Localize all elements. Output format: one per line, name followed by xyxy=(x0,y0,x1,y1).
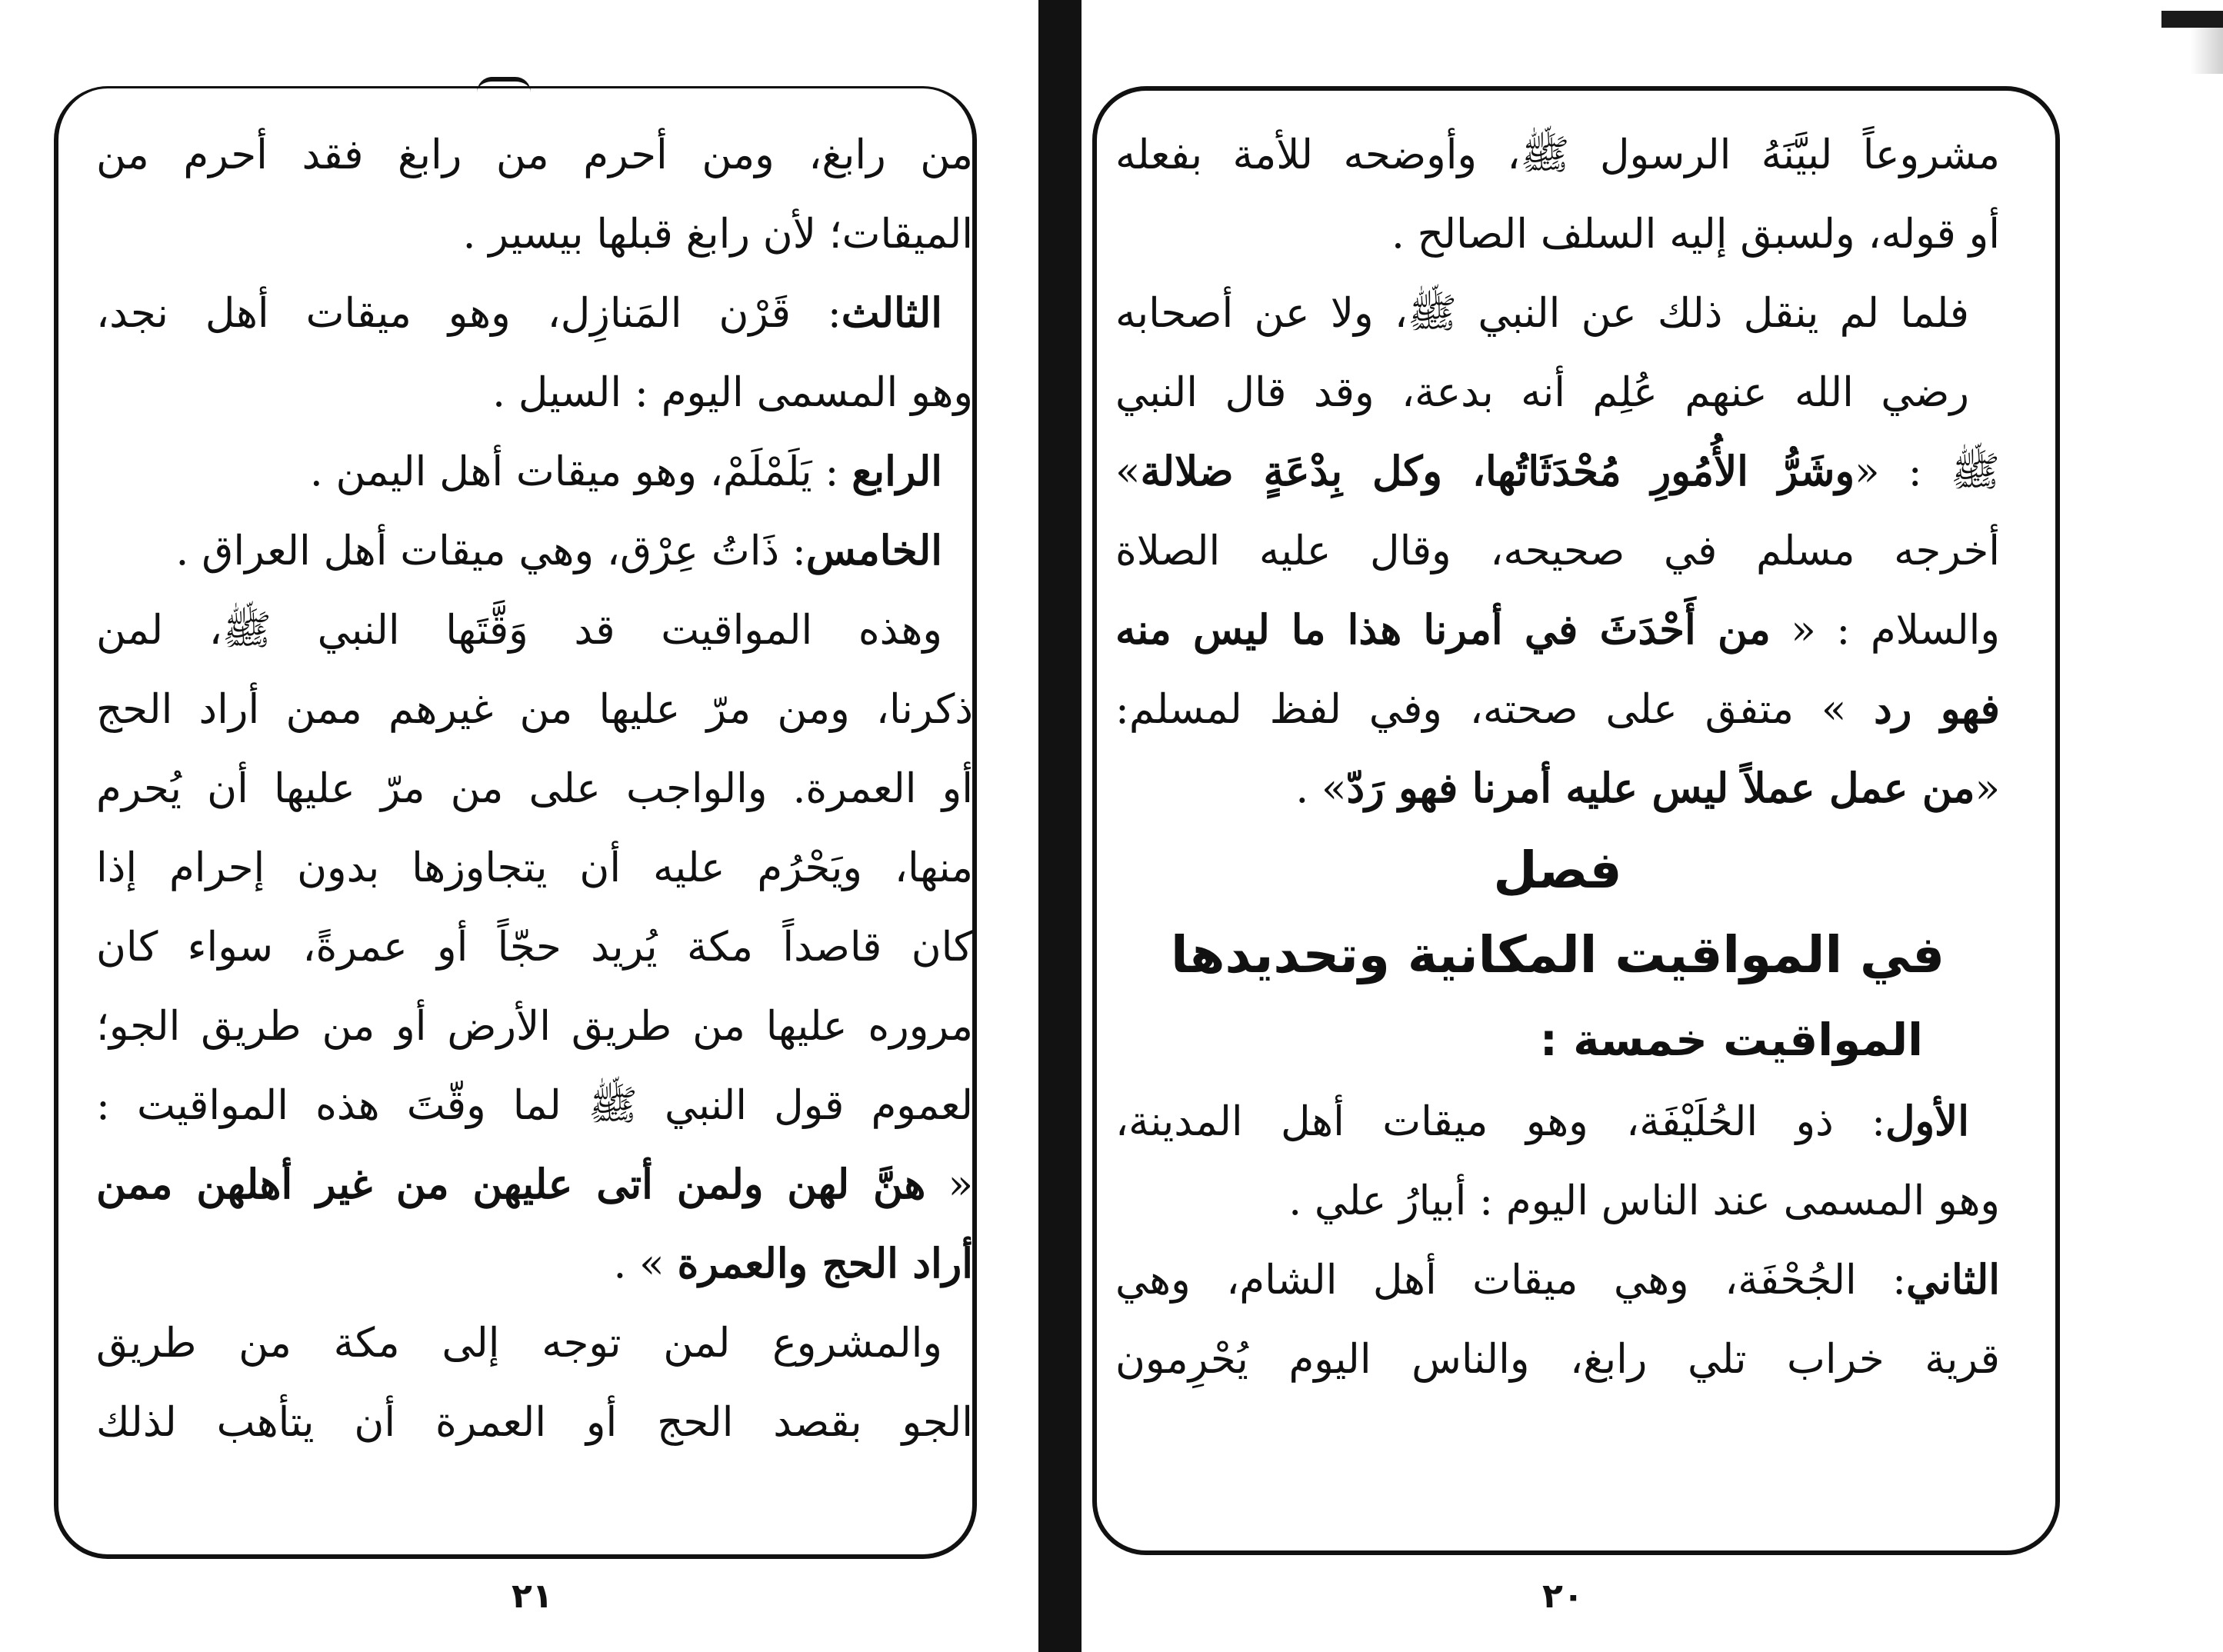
body-text: وهو المسمى عند الناس اليوم : أبيارُ علي . xyxy=(1288,1177,2000,1224)
body-text: » . xyxy=(613,1241,678,1287)
text-line xyxy=(96,1383,973,1462)
text-line xyxy=(96,1066,973,1145)
body-text: قرية خراب تلي رابغ، والناس اليوم يُحْرِمون xyxy=(1115,1336,2000,1383)
body-text: أو العمرة. والواجب على من مرّ عليها أن يُحرم xyxy=(96,765,973,812)
body-text: : يَلَمْلَمْ، وهو ميقات أهل اليمن . xyxy=(309,448,852,495)
text-line xyxy=(96,1145,973,1224)
bold-text: الثالث xyxy=(841,289,942,337)
body-text: مشروعاً لبيَّنَهُ الرسول ﷺ، وأوضحه للأمة بفعله xyxy=(1115,132,2000,178)
body-text: ﷺ : « xyxy=(1855,448,2000,495)
book-spine-shadow xyxy=(1038,0,1082,1652)
bold-text: وشَرُّ الأُمُورِ مُحْدَثَاتُها، وكل بِدْعَةٍ ضلالة xyxy=(1140,448,1855,495)
bold-text: من أَحْدَثَ في أمرنا هذا ما ليس منه xyxy=(1115,606,1771,654)
right-page-number: ٢٠ xyxy=(1542,1577,1584,1616)
bold-text: من عمل عملاً ليس عليه أمرنا فهو رَدّ xyxy=(1346,764,1975,812)
body-text: لعموم قول النبي ﷺ لما وقّتَ هذه المواقيت : xyxy=(96,1082,973,1129)
right-page-paragraphs-bottom xyxy=(1115,1082,2000,1399)
text-line xyxy=(1115,749,2000,828)
body-text: أو قوله، ولسبق إليه السلف الصالح . xyxy=(1391,211,2000,258)
body-text: » xyxy=(1115,448,1141,495)
text-line xyxy=(96,908,973,987)
text-line xyxy=(1115,1161,2000,1241)
body-text: والمشروع لمن توجه إلى مكة من طريق xyxy=(96,1320,942,1367)
page-edge-shadow xyxy=(2191,28,2223,74)
text-line xyxy=(1115,432,2000,511)
body-text: : الجُحْفَة، وهي ميقات أهل الشام، وهي xyxy=(1115,1257,1907,1304)
text-line xyxy=(1115,274,2000,353)
body-text: والسلام : « xyxy=(1770,607,2000,654)
body-text: مروره عليها من طريق الأرض أو من طريق الجو؛ xyxy=(96,1003,973,1050)
bold-text: أراد الحج والعمرة xyxy=(677,1240,973,1287)
section-heading: فصل xyxy=(1493,841,1622,900)
text-line xyxy=(1115,115,2000,195)
text-line xyxy=(1115,591,2000,670)
body-text: ذكرنا، ومن مرّ عليها من غيرهم ممن أراد الحج xyxy=(96,686,973,733)
left-page-number: ٢١ xyxy=(512,1577,553,1616)
text-line xyxy=(96,591,973,670)
left-page-text xyxy=(96,115,973,1462)
body-text: منها، ويَحْرُم عليه أن يتجاوزها بدون إحرام إذا xyxy=(96,844,973,891)
body-text: » . xyxy=(1295,765,1347,812)
bold-text: الثاني xyxy=(1906,1256,2000,1304)
body-text: وهو المسمى اليوم : السيل . xyxy=(492,369,973,416)
body-text: : ذو الحُلَيْفَة، وهو ميقات أهل المدينة، xyxy=(1115,1098,1885,1145)
body-text: « xyxy=(925,1161,973,1208)
right-page-paragraphs-top xyxy=(1115,115,2000,828)
right-page-text xyxy=(1115,115,2000,1399)
text-line xyxy=(96,432,973,511)
text-line xyxy=(1115,1320,2000,1399)
subsection-heading: المواقيت خمسة : xyxy=(1539,1014,1923,1066)
text-line xyxy=(96,195,973,274)
text-line xyxy=(1115,353,2000,432)
text-line xyxy=(1115,670,2000,749)
body-text: الجو بقصد الحج أو العمرة أن يتأهب لذلك xyxy=(96,1399,973,1446)
bold-text: الخامس xyxy=(805,527,942,575)
text-line xyxy=(96,115,973,195)
text-line xyxy=(1115,511,2000,591)
body-text: : قَرْن المَنازِل، وهو ميقات أهل نجد، xyxy=(96,290,842,337)
text-line xyxy=(96,828,973,908)
text-line xyxy=(96,670,973,749)
section-subtitle: في المواقيت المكانية وتحديدها xyxy=(1170,925,1945,984)
text-line xyxy=(1115,1241,2000,1320)
bold-text: الرابع xyxy=(852,448,942,495)
bold-text: الأول xyxy=(1885,1097,1969,1145)
body-text: الميقات؛ لأن رابغ قبلها بيسير . xyxy=(462,211,973,258)
text-line xyxy=(96,749,973,828)
bold-text: فهو رد xyxy=(1874,685,2000,733)
body-text: فلما لم ينقل ذلك عن النبي ﷺ، ولا عن أصحابه xyxy=(1115,290,1969,337)
body-text: » متفق على صحته، وفي لفظ لمسلم: xyxy=(1115,686,1875,733)
body-text: من رابغ، ومن أحرم من رابغ فقد أحرم من xyxy=(96,132,973,178)
text-line xyxy=(1115,1082,2000,1161)
body-text: كان قاصداً مكة يُريد حجّاً أو عمرةً، سواء كان xyxy=(96,924,973,971)
body-text: « xyxy=(1975,765,2000,812)
body-text: رضي الله عنهم عُلِم أنه بدعة، وقد قال النبي xyxy=(1115,369,1969,416)
text-line xyxy=(96,274,973,353)
text-line xyxy=(1115,195,2000,274)
text-line xyxy=(96,353,973,432)
left-page-border-ridge xyxy=(477,77,531,92)
page-edge-mark xyxy=(2161,11,2223,28)
text-line xyxy=(96,987,973,1066)
text-line xyxy=(96,511,973,591)
body-text: وهذه المواقيت قد وَقَّتَها النبي ﷺ، لمن xyxy=(96,607,942,654)
text-line xyxy=(96,1224,973,1304)
body-text: : ذَاتُ عِرْق، وهي ميقات أهل العراق . xyxy=(175,528,806,575)
bold-text: هنَّ لهن ولمن أتى عليهن من غير أهلهن ممن xyxy=(96,1161,926,1208)
text-line xyxy=(96,1304,973,1383)
body-text: أخرجه مسلم في صحيحه، وقال عليه الصلاة xyxy=(1115,528,2000,575)
